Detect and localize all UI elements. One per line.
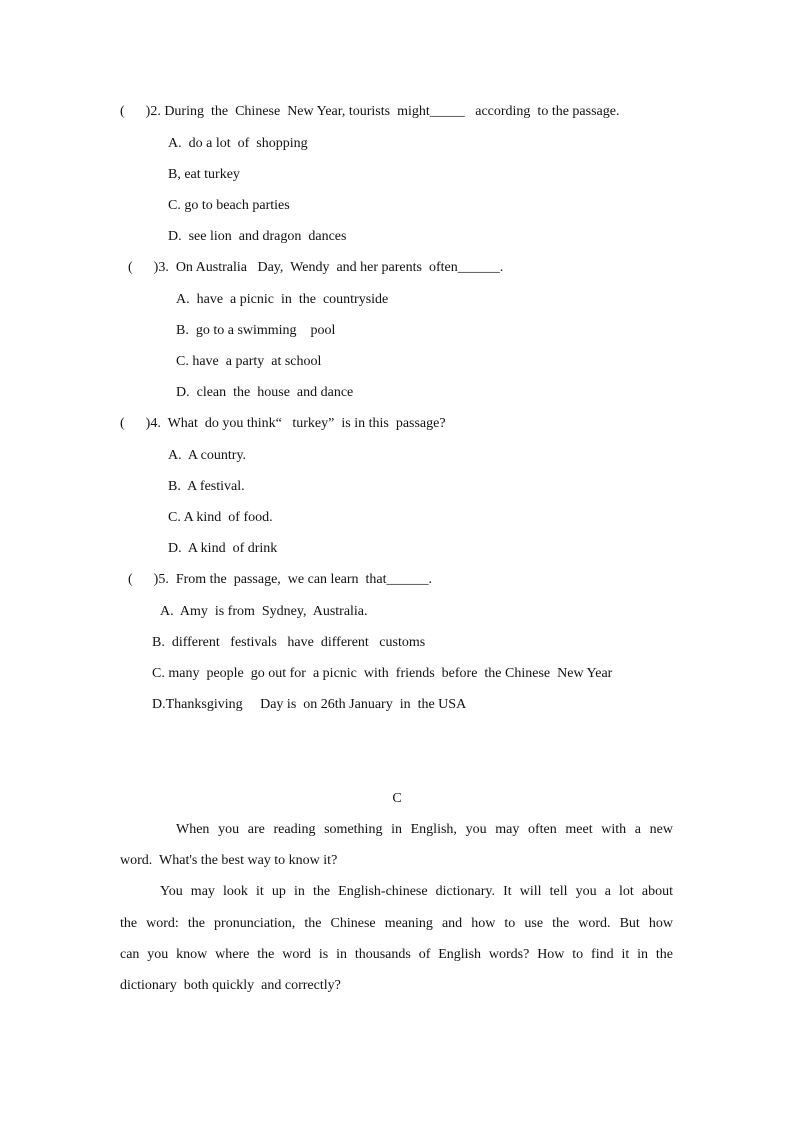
question-2-option-c: C. go to beach parties <box>168 198 290 213</box>
question-5-option-c: C. many people go out for a picnic with friends before the Chinese New Year <box>152 666 613 681</box>
question-4-option-d: D. A kind of drink <box>168 541 278 556</box>
question-5-stem: ( )5. From the passage, we can learn that______. <box>128 572 433 587</box>
question-2-option-a: A. do a lot of shopping <box>168 136 308 151</box>
passage-line-1: When you are reading something in English, you may often meet with a new <box>176 822 673 837</box>
passage-line-2: word. What's the best way to know it? <box>120 853 338 868</box>
question-4-option-a: A. A country. <box>168 448 247 463</box>
passage-line-4: the word: the pronunciation, the Chinese meaning and how to use the word. But how <box>120 916 673 931</box>
question-4-option-c: C. A kind of food. <box>168 510 273 525</box>
question-5-option-b: B. different festivals have different customs <box>152 635 426 650</box>
question-3-option-c: C. have a party at school <box>176 354 322 369</box>
question-4-option-b: B. A festival. <box>168 479 245 494</box>
question-3-option-d: D. clean the house and dance <box>176 385 354 400</box>
question-5-option-a: A. Amy is from Sydney, Australia. <box>160 604 368 619</box>
section-heading: C <box>392 791 402 806</box>
question-3-option-a: A. have a picnic in the countryside <box>176 292 389 307</box>
passage-line-5: can you know where the word is in thousands of English words? How to find it in the <box>120 947 673 962</box>
question-5-option-d: D.Thanksgiving Day is on 26th January in the USA <box>152 697 467 712</box>
question-2-option-b: B, eat turkey <box>168 167 240 182</box>
passage-line-3: You may look it up in the English-chinese dictionary. It will tell you a lot about <box>160 884 673 899</box>
question-3-stem: ( )3. On Australia Day, Wendy and her parents often______. <box>128 260 504 275</box>
question-2-stem: ( )2. During the Chinese New Year, tourists might_____ according to the passage. <box>120 104 620 119</box>
question-3-option-b: B. go to a swimming pool <box>176 323 336 338</box>
question-2-option-d: D. see lion and dragon dances <box>168 229 347 244</box>
question-4-stem: ( )4. What do you think“ turkey” is in this passage? <box>120 416 446 431</box>
passage-line-6: dictionary both quickly and correctly? <box>120 978 341 993</box>
